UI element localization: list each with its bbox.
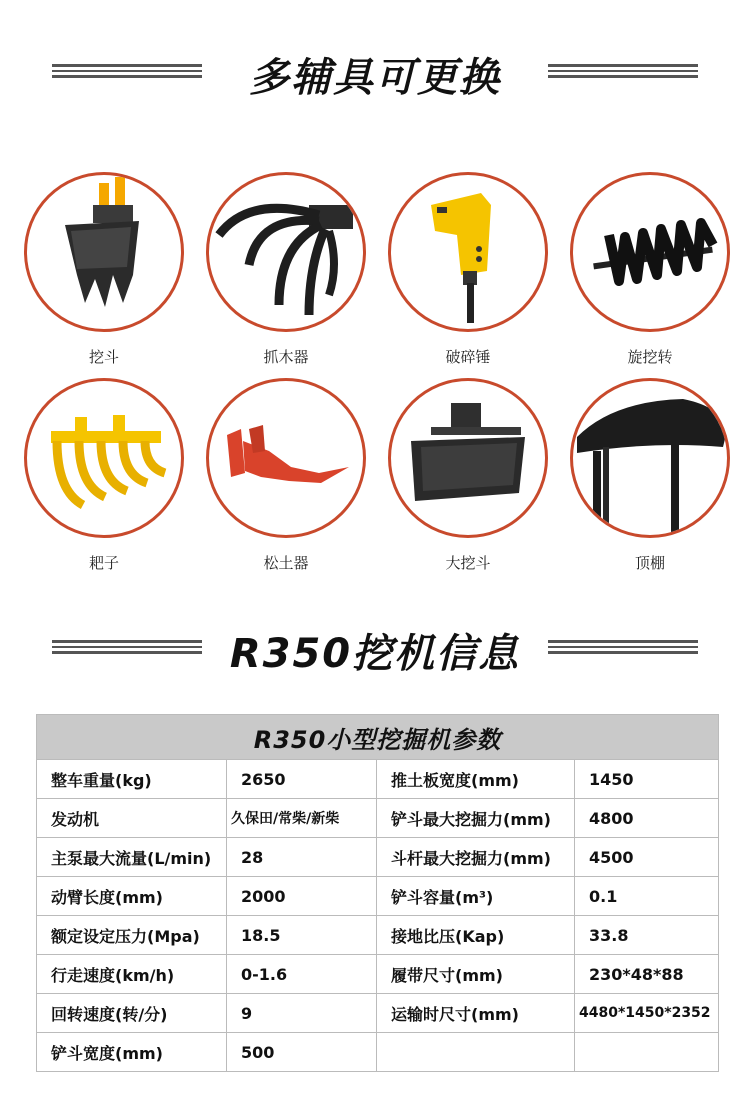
table-row xyxy=(37,760,719,799)
spec-key: 主泵最大流量(L/min) xyxy=(37,838,227,877)
ripper-icon xyxy=(206,378,366,538)
spec-key: 整车重量(kg) xyxy=(37,760,227,799)
spec-value: 4500 xyxy=(575,838,719,877)
spec-key: 回转速度(转/分) xyxy=(37,994,227,1033)
section-title-machine-info xyxy=(0,618,750,678)
tool-label: 耙子 xyxy=(88,554,119,572)
spec-key: 铲斗最大挖掘力(mm) xyxy=(377,799,575,838)
canopy-icon xyxy=(570,378,730,538)
tool-wood-grabber xyxy=(206,172,366,367)
title-decor-right xyxy=(548,640,698,654)
tool-bucket xyxy=(24,172,184,367)
spec-key: 发动机 xyxy=(37,799,227,838)
tool-large-bucket xyxy=(388,378,548,573)
spec-table-header xyxy=(37,715,719,760)
spec-key: 推土板宽度(mm) xyxy=(377,760,575,799)
wood-grabber-icon xyxy=(206,172,366,332)
tool-label: 挖斗 xyxy=(88,348,119,366)
tool-label: 顶棚 xyxy=(634,554,665,572)
breaker-hammer-icon xyxy=(388,172,548,332)
spec-value: 2650 xyxy=(227,760,377,799)
table-row xyxy=(37,799,719,838)
spec-value: 1450 xyxy=(575,760,719,799)
spec-value: 2000 xyxy=(227,877,377,916)
spec-key: 额定设定压力(Mpa) xyxy=(37,916,227,955)
tool-rake xyxy=(24,378,184,573)
spec-key: 铲斗宽度(mm) xyxy=(37,1033,227,1072)
rake-icon xyxy=(24,378,184,538)
tool-auger xyxy=(570,172,730,367)
table-row xyxy=(37,1033,719,1072)
tool-label: 旋挖转 xyxy=(627,348,673,366)
spec-value: 500 xyxy=(227,1033,377,1072)
spec-value: 久保田/常柴/新柴 xyxy=(227,799,377,838)
table-row xyxy=(37,916,719,955)
table-row xyxy=(37,877,719,916)
section-heading: 多辅具可更换 xyxy=(249,55,501,101)
table-row xyxy=(37,838,719,877)
tool-canopy xyxy=(570,378,730,573)
tool-ripper xyxy=(206,378,366,573)
tool-breaker-hammer xyxy=(388,172,548,367)
spec-key xyxy=(377,1033,575,1072)
spec-table xyxy=(36,714,719,1072)
table-row xyxy=(37,955,719,994)
spec-key: 铲斗容量(m³) xyxy=(377,877,575,916)
spec-value: 4480*1450*2352 xyxy=(575,994,719,1033)
spec-value: 9 xyxy=(227,994,377,1033)
spec-value xyxy=(575,1033,719,1072)
tool-label: 松土器 xyxy=(263,554,309,572)
spec-key: 行走速度(km/h) xyxy=(37,955,227,994)
spec-value: 0.1 xyxy=(575,877,719,916)
spec-key: 运输时尺寸(mm) xyxy=(377,994,575,1033)
spec-value: 0-1.6 xyxy=(227,955,377,994)
large-bucket-icon xyxy=(388,378,548,538)
spec-value: 28 xyxy=(227,838,377,877)
section-heading: R350挖机信息 xyxy=(229,631,521,677)
spec-key: 接地比压(Kap) xyxy=(377,916,575,955)
bucket-icon xyxy=(24,172,184,332)
spec-value: 18.5 xyxy=(227,916,377,955)
spec-value: 4800 xyxy=(575,799,719,838)
spec-key: 动臂长度(mm) xyxy=(37,877,227,916)
tool-label: 大挖斗 xyxy=(445,554,491,572)
spec-value: 33.8 xyxy=(575,916,719,955)
tool-label: 抓木器 xyxy=(263,348,309,366)
spec-table-title: R350小型挖掘机参数 xyxy=(37,715,719,760)
title-decor-right xyxy=(548,64,698,78)
spec-value: 230*48*88 xyxy=(575,955,719,994)
tool-label: 破碎锤 xyxy=(445,348,491,366)
auger-icon xyxy=(570,172,730,332)
spec-key: 斗杆最大挖掘力(mm) xyxy=(377,838,575,877)
table-row xyxy=(37,994,719,1033)
section-title-attachments xyxy=(0,42,750,102)
spec-key: 履带尺寸(mm) xyxy=(377,955,575,994)
